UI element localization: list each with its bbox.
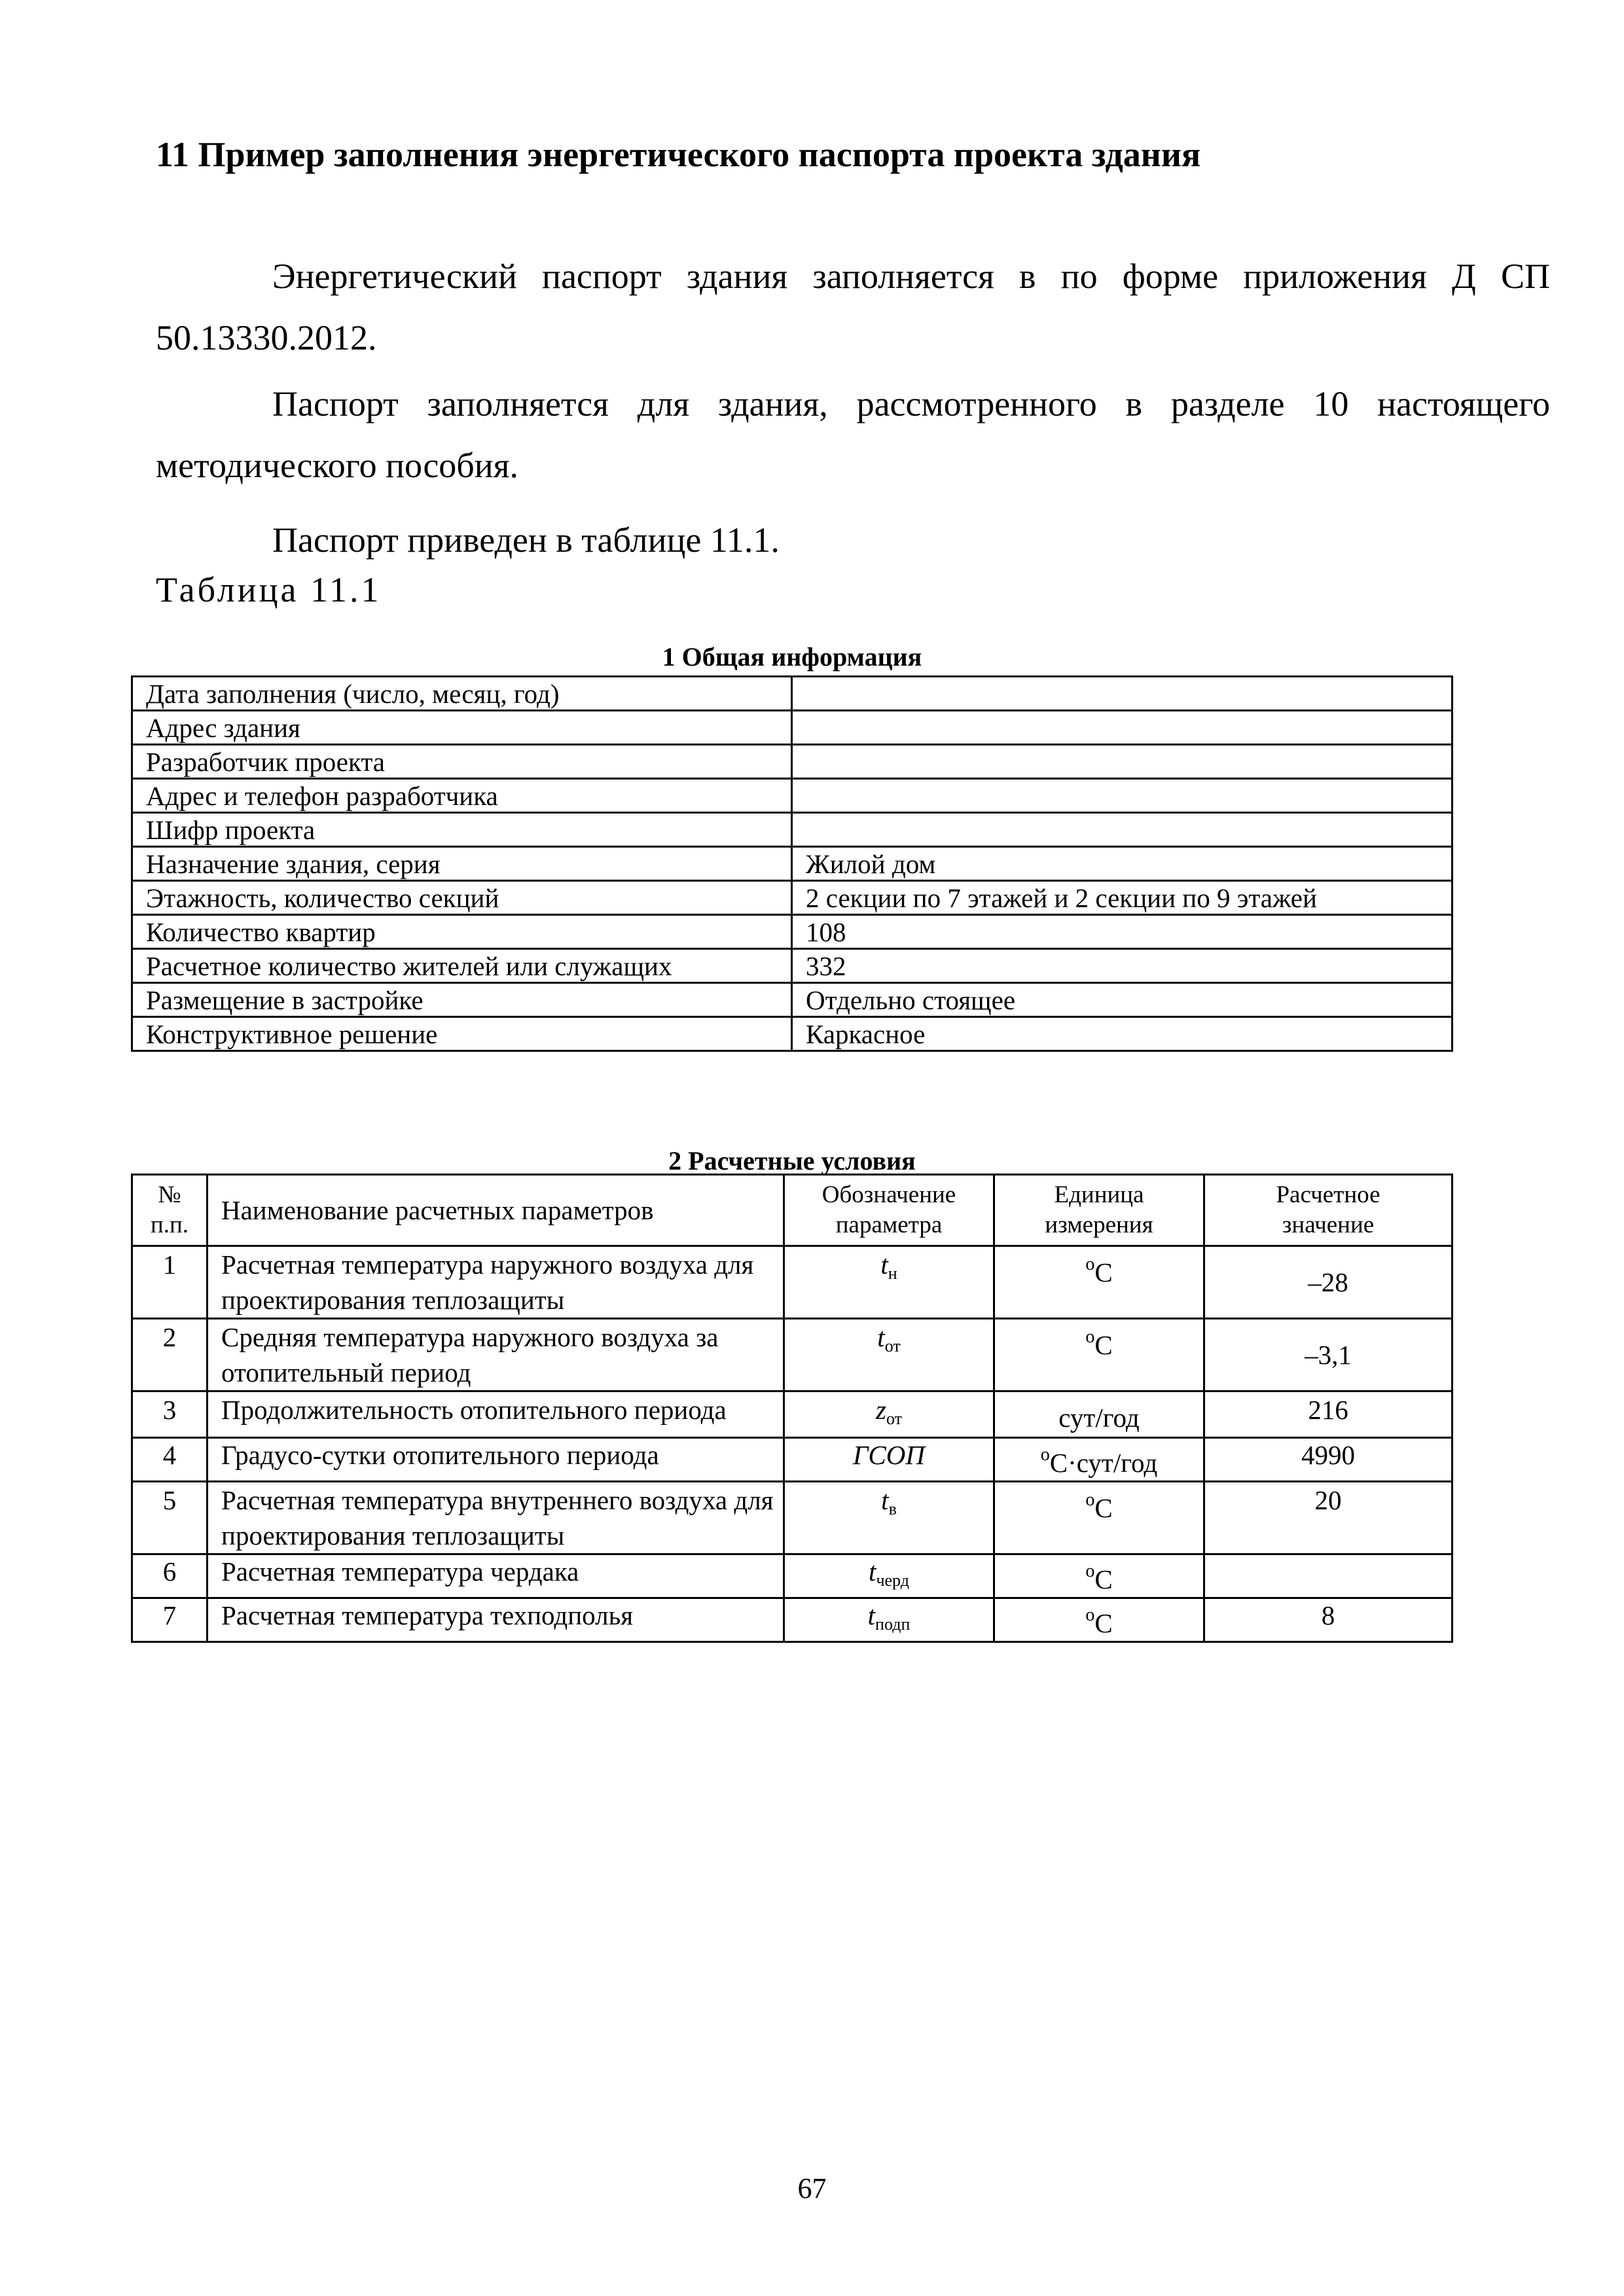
condition-value — [1204, 1554, 1453, 1598]
info-label: Адрес здания — [132, 711, 792, 745]
condition-value: 4990 — [1204, 1438, 1453, 1482]
header-unit-line2: измерения — [1045, 1211, 1153, 1238]
paragraph-2: Паспорт заполняется для здания, рассмотренного в разделе 10 настоящего методического пособия. — [156, 384, 1550, 485]
condition-row — [132, 1554, 1453, 1598]
condition-num: 5 — [132, 1482, 208, 1554]
info-label: Этажность, количество секций — [132, 881, 792, 915]
paragraph-3: Паспорт приведен в таблице 11.1. — [272, 520, 780, 560]
symbol-subscript: от — [886, 1409, 902, 1428]
info-row — [132, 677, 1453, 711]
unit-text: С — [1094, 1493, 1113, 1523]
general-info-title: 1 Общая информация — [662, 642, 922, 672]
condition-row — [132, 1391, 1453, 1438]
degree-mark: o — [1085, 1490, 1095, 1510]
table-caption: Таблица 11.1 — [156, 570, 382, 609]
unit-text: С·сут/год — [1049, 1448, 1158, 1478]
conditions-header-row — [132, 1175, 1453, 1246]
condition-num: 4 — [132, 1438, 208, 1482]
info-value — [792, 745, 1453, 779]
condition-name: Расчетная температура наружного воздуха для проектирования теплозащиты — [208, 1246, 784, 1319]
general-info-table — [131, 675, 1453, 1052]
condition-value: 8 — [1204, 1598, 1453, 1642]
info-value — [792, 813, 1453, 847]
info-row — [132, 1017, 1453, 1051]
condition-symbol — [784, 1598, 994, 1642]
unit-text: С — [1094, 1564, 1113, 1594]
symbol-subscript: подп — [875, 1615, 911, 1634]
condition-row — [132, 1598, 1453, 1642]
header-num-line1: № — [158, 1181, 181, 1208]
conditions-title: 2 Расчетные условия — [668, 1146, 916, 1175]
condition-num: 1 — [132, 1246, 208, 1319]
header-unit-line1: Единица — [1054, 1181, 1144, 1208]
condition-symbol — [784, 1438, 994, 1482]
header-symbol — [784, 1175, 994, 1246]
condition-name: Градусо-сутки отопительного периода — [208, 1438, 784, 1482]
header-value-line1: Расчетное — [1276, 1181, 1380, 1208]
info-label: Размещение в застройке — [132, 983, 792, 1017]
info-value: Каркасное — [792, 1017, 1453, 1051]
condition-name: Средняя температура наружного воздуха за отопительный период — [208, 1319, 784, 1391]
info-row — [132, 949, 1453, 983]
info-label: Разработчик проекта — [132, 745, 792, 779]
info-row — [132, 779, 1453, 813]
info-value — [792, 779, 1453, 813]
condition-unit — [994, 1554, 1204, 1598]
condition-unit — [994, 1246, 1204, 1319]
degree-mark: o — [1085, 1561, 1095, 1581]
symbol-subscript: черд — [876, 1571, 909, 1590]
conditions-table — [131, 1174, 1453, 1643]
header-num — [132, 1175, 208, 1246]
condition-name: Расчетная температура техподполья — [208, 1598, 784, 1642]
symbol-subscript: н — [888, 1264, 897, 1283]
condition-unit — [994, 1438, 1204, 1482]
symbol-subscript: в — [888, 1499, 897, 1518]
condition-value: –28 — [1204, 1246, 1453, 1319]
condition-row — [132, 1319, 1453, 1391]
condition-name: Расчетная температура чердака — [208, 1554, 784, 1598]
info-label: Количество квартир — [132, 915, 792, 949]
info-value: 2 секции по 7 этажей и 2 секции по 9 этажей — [792, 881, 1453, 915]
condition-name: Расчетная температура внутреннего воздуха для проектирования теплозащиты — [208, 1482, 784, 1554]
condition-row — [132, 1482, 1453, 1554]
symbol-main: ГСОП — [853, 1440, 925, 1470]
paragraph-1: Энергетический паспорт здания заполняется в по форме приложения Д СП 50.13330.2012. — [156, 257, 1550, 357]
info-label: Назначение здания, серия — [132, 847, 792, 881]
condition-symbol — [784, 1554, 994, 1598]
condition-symbol — [784, 1482, 994, 1554]
info-label: Конструктивное решение — [132, 1017, 792, 1051]
symbol-main: t — [877, 1322, 885, 1352]
symbol-main: t — [880, 1249, 888, 1280]
header-value — [1204, 1175, 1453, 1246]
condition-symbol — [784, 1391, 994, 1438]
info-value: Отдельно стоящее — [792, 983, 1453, 1017]
info-label: Дата заполнения (число, месяц, год) — [132, 677, 792, 711]
condition-value: –3,1 — [1204, 1319, 1453, 1391]
info-row — [132, 915, 1453, 949]
condition-row — [132, 1438, 1453, 1482]
info-value — [792, 677, 1453, 711]
condition-unit — [994, 1319, 1204, 1391]
info-label: Шифр проекта — [132, 813, 792, 847]
condition-num: 2 — [132, 1319, 208, 1391]
info-row — [132, 881, 1453, 915]
info-value: Жилой дом — [792, 847, 1453, 881]
condition-name: Продолжительность отопительного периода — [208, 1391, 784, 1438]
info-label: Расчетное количество жителей или служащих — [132, 949, 792, 983]
header-value-line2: значение — [1282, 1211, 1375, 1238]
info-row — [132, 847, 1453, 881]
info-row — [132, 813, 1453, 847]
header-symbol-line2: параметра — [835, 1211, 943, 1238]
symbol-main: t — [881, 1485, 889, 1515]
page-number: 67 — [797, 2172, 827, 2204]
condition-symbol — [784, 1246, 994, 1319]
info-row — [132, 983, 1453, 1017]
header-num-line2: п.п. — [150, 1211, 189, 1238]
condition-unit — [994, 1598, 1204, 1642]
condition-value: 216 — [1204, 1391, 1453, 1438]
info-row — [132, 711, 1453, 745]
condition-num: 7 — [132, 1598, 208, 1642]
header-symbol-line1: Обозначение — [821, 1181, 956, 1208]
section-heading: 11 Пример заполнения энергетического паспорта проекта здания — [156, 135, 1201, 174]
symbol-main: t — [869, 1556, 876, 1587]
condition-value: 20 — [1204, 1482, 1453, 1554]
info-value: 108 — [792, 915, 1453, 949]
degree-mark: o — [1040, 1444, 1050, 1465]
degree-mark: o — [1085, 1605, 1095, 1625]
unit-text: С — [1094, 1257, 1113, 1287]
symbol-subscript: от — [884, 1336, 901, 1355]
unit-text: сут/год — [1058, 1403, 1140, 1433]
condition-unit — [994, 1482, 1204, 1554]
info-row — [132, 745, 1453, 779]
info-value — [792, 711, 1453, 745]
condition-num: 3 — [132, 1391, 208, 1438]
header-name: Наименование расчетных параметров — [208, 1175, 784, 1246]
condition-unit — [994, 1391, 1204, 1438]
info-label: Адрес и телефон разработчика — [132, 779, 792, 813]
degree-mark: o — [1085, 1327, 1095, 1347]
symbol-main: t — [867, 1600, 876, 1630]
symbol-main: z — [876, 1395, 886, 1425]
unit-text: С — [1094, 1330, 1113, 1360]
condition-num: 6 — [132, 1554, 208, 1598]
info-value: 332 — [792, 949, 1453, 983]
header-unit — [994, 1175, 1204, 1246]
unit-text: С — [1094, 1608, 1113, 1638]
condition-symbol — [784, 1319, 994, 1391]
condition-row — [132, 1246, 1453, 1319]
degree-mark: o — [1085, 1254, 1095, 1274]
